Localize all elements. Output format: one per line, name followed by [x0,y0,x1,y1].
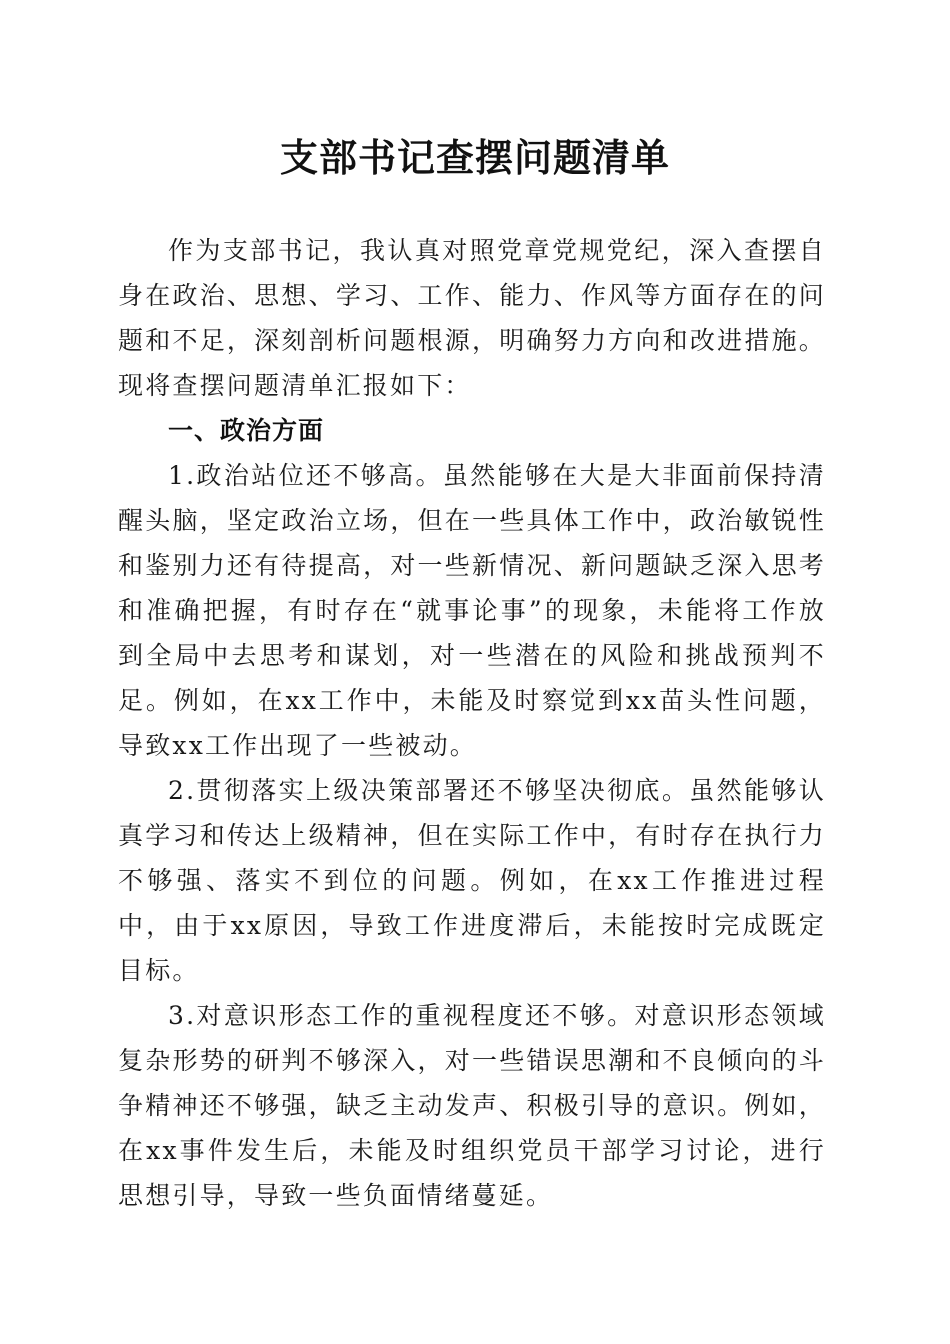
document-body [118,228,826,1218]
issue-paragraph-2: 2.贯彻落实上级决策部署还不够坚决彻底。虽然能够认真学习和传达上级精神，但在实际工作中，有时存在执行力不够强、落实不到位的问题。例如，在xx工作推进过程中，由于xx原因，导致工作进度滞后，未能按时完成既定目标。 [118,776,826,985]
issue-paragraph-3: 3.对意识形态工作的重视程度还不够。对意识形态领域复杂形势的研判不够深入，对一些错误思潮和不良倾向的斗争精神还不够强，缺乏主动发声、积极引导的意识。例如，在xx事件发生后，未能及时组织党员干部学习讨论，进行思想引导，导致一些负面情绪蔓延。 [118,1001,826,1210]
intro-paragraph: 作为支部书记，我认真对照党章党规党纪，深入查摆自身在政治、思想、学习、工作、能力、作风等方面存在的问题和不足，深刻剖析问题根源，明确努力方向和改进措施。现将查摆问题清单汇报如下： [118,236,826,400]
document-title: 支部书记查摆问题清单 [279,135,670,180]
section-heading-political: 一、政治方面 [168,416,325,445]
issue-paragraph-1: 1.政治站位还不够高。虽然能够在大是大非面前保持清醒头脑，坚定政治立场，但在一些具体工作中，政治敏锐性和鉴别力还有待提高，对一些新情况、新问题缺乏深入思考和准确把握，有时存在“就事论事”的现象，未能将工作放到全局中去思考和谋划，对一些潜在的风险和挑战预判不足。例如，在xx工作中，未能及时察觉到xx苗头性问题，导致xx工作出现了一些被动。 [118,461,826,760]
